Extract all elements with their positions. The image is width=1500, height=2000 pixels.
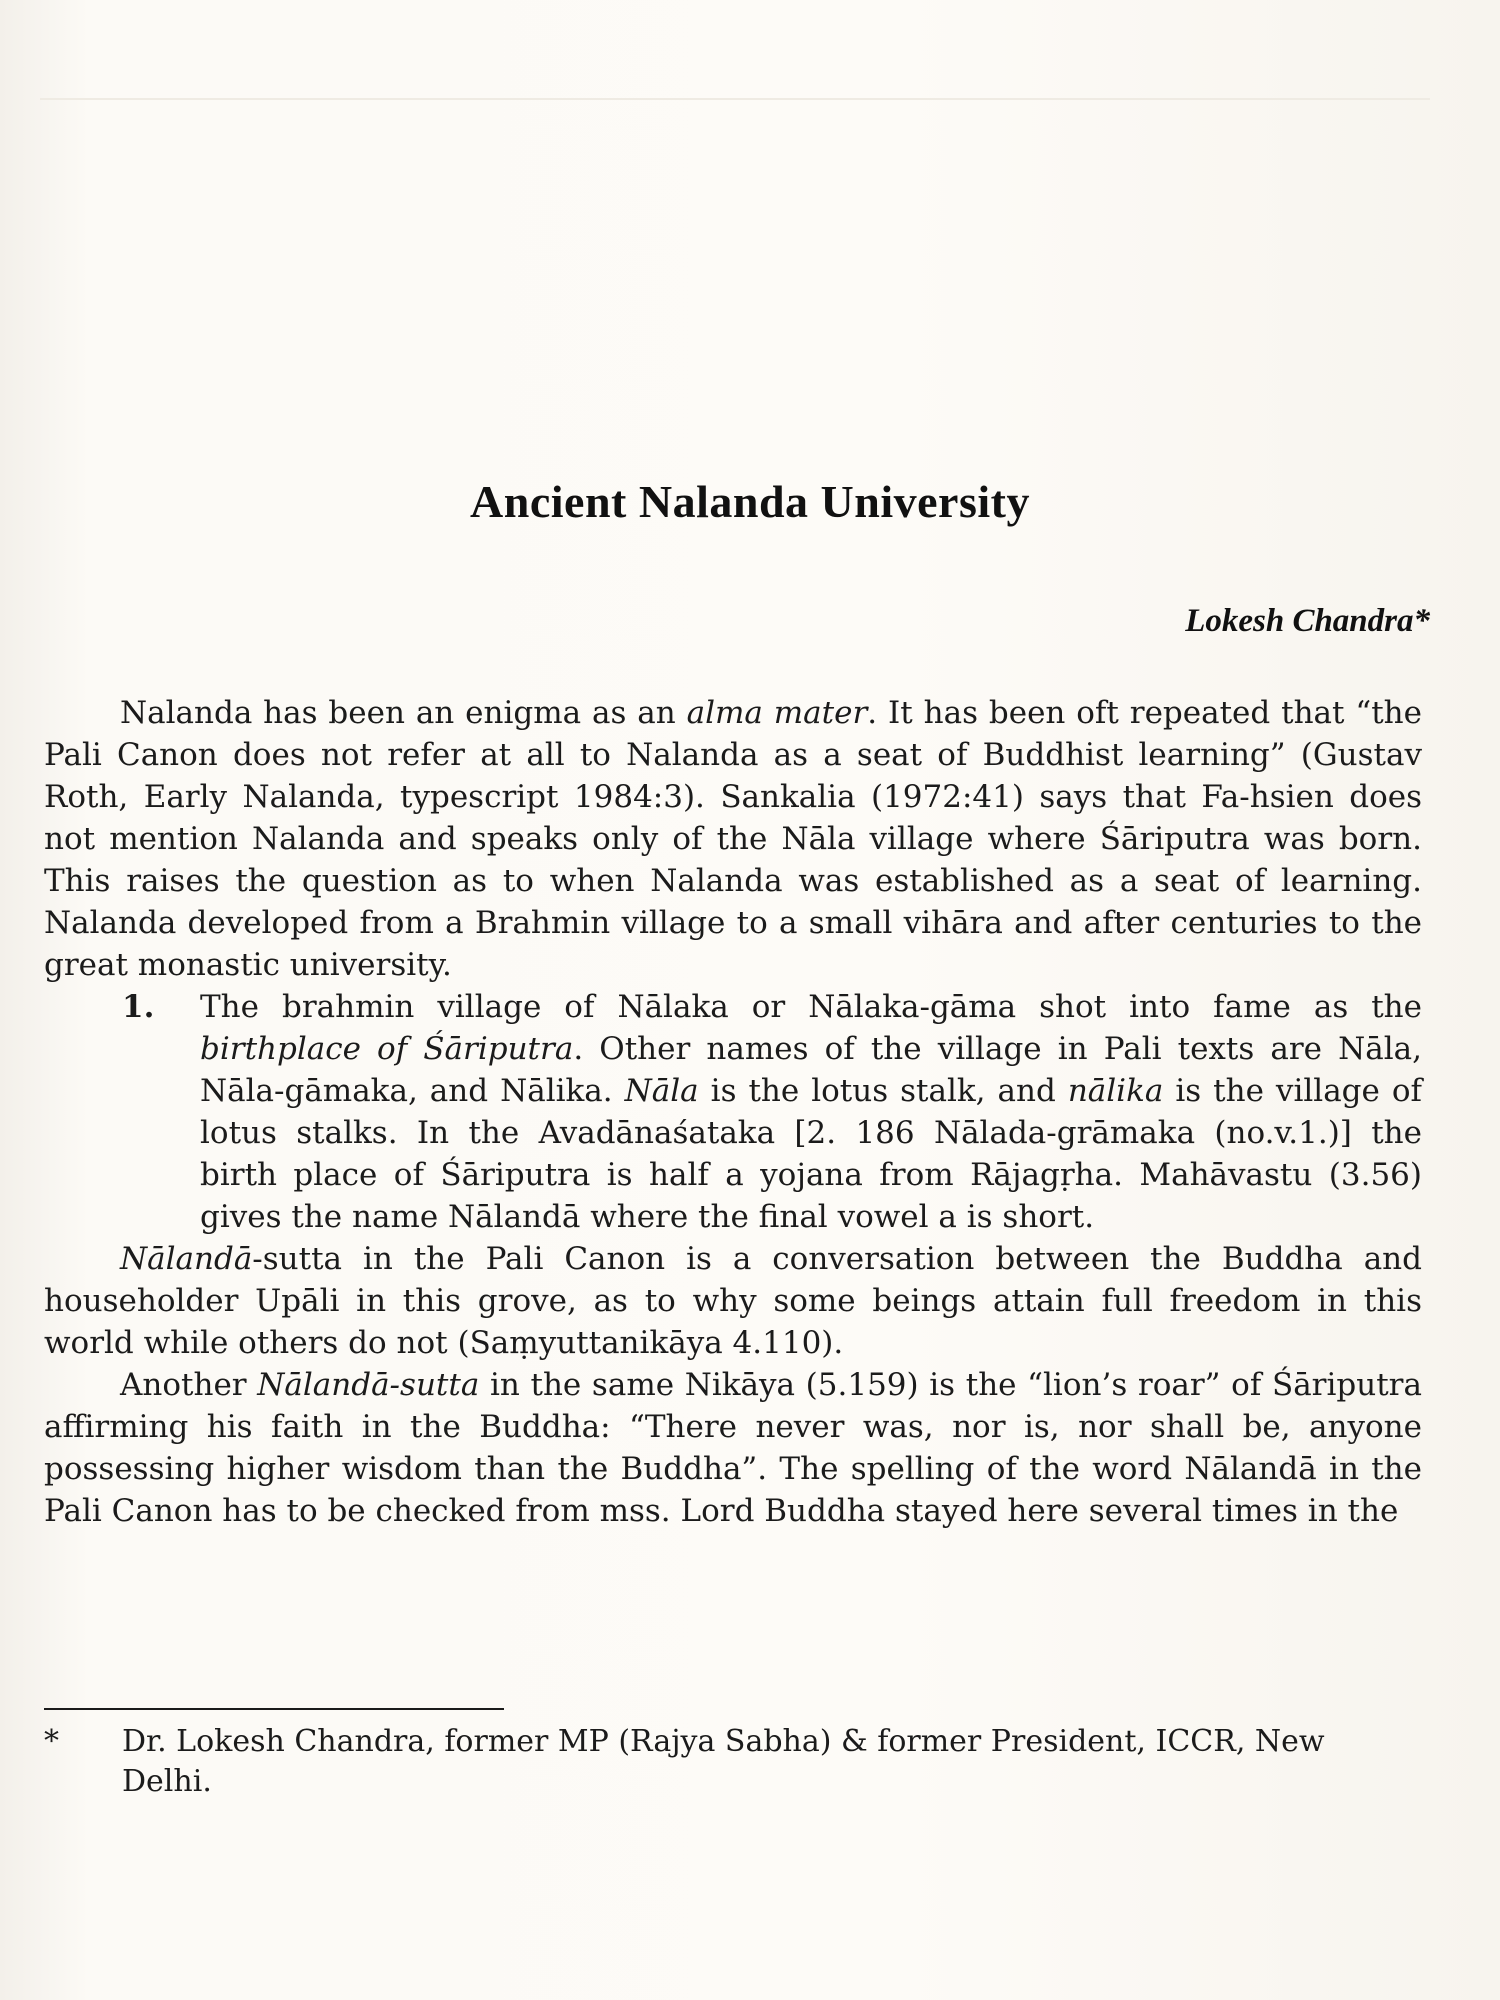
article-author: Lokesh Chandra* [1185, 603, 1430, 639]
show-through-rule [40, 98, 1430, 100]
footnote [44, 1722, 1422, 1802]
article-body [44, 692, 1422, 1532]
item-number: 1. [122, 989, 155, 1025]
footnote-text: Dr. Lokesh Chandra, former MP (Rajya Sabha) & former President, ICCR, New Delhi. [122, 1724, 1325, 1799]
footnote-mark: * [44, 1724, 59, 1759]
paragraph-another-sutta: Another Nālandā-sutta in the same Nikāya (5.159) is the “lion’s roar” of Śāriputra affirming his faith in the Buddha: “There never was, nor is, nor shall be, anyone possessing higher wisdom than the Buddha”. The spelling of the word Nālandā in the Pali Canon has to be checked from mss. Lord Buddha stayed here several times in the [44, 1367, 1422, 1529]
footnote-divider [44, 1708, 504, 1710]
paragraph-nalanda-sutta: Nālandā-sutta in the Pali Canon is a conversation between the Buddha and householder Upāli in this grove, as to why some beings attain full freedom in this world while others do not (Saṃyuttanikāya 4.110). [44, 1241, 1422, 1361]
paragraph-intro: Nalanda has been an enigma as an alma mater. It has been oft repeated that “the Pali Canon does not refer at all to Nalanda as a seat of Buddhist learning” (Gustav Roth, Early Nalanda, typescript 1984:3). Sankalia (1972:41) says that Fa-hsien does not mention Nalanda and speaks only of the Nāla village where Śāriputra was born. This raises the question as to when Nalanda was established as a seat of learning. Nalanda developed from a Brahmin village to a small vihāra and after centuries to the great monastic university. [44, 695, 1422, 983]
numbered-item-1: 1. The brahmin village of Nālaka or Nālaka-gāma shot into fame as the birthplace of Śāriputra. Other names of the village in Pali texts are Nāla, Nāla-gāmaka, and Nālika. Nāla is the lotus stalk, and nālika is the village of lotus stalks. In the Avadānaśataka [2. 186 Nālada-grāmaka (no.v.1.)] the birth place of Śāriputra is half a yojana from Rājagṛha. Mahāvastu (3.56) gives the name Nālandā where the final vowel a is short. [44, 986, 1422, 1238]
article-title: Ancient Nalanda University [470, 476, 1030, 527]
